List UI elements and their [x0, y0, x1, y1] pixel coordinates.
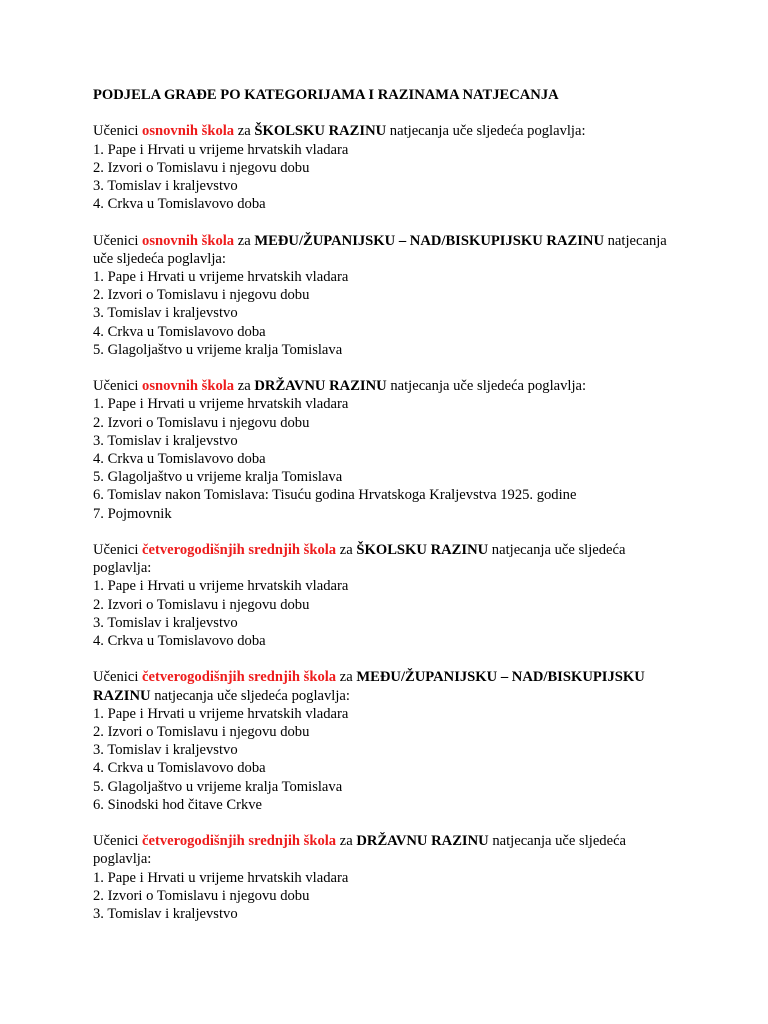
chapter-list — [93, 577, 728, 650]
chapter-list — [93, 395, 728, 522]
competition-level: ŠKOLSKU RAZINU — [254, 123, 387, 140]
intro-connector: za — [336, 833, 357, 850]
chapter-item: 4. Crkva u Tomislavovo doba — [93, 633, 266, 650]
section — [93, 541, 728, 650]
competition-level: MEĐU/ŽUPANIJSKU – NAD/BISKUPIJSKU RAZINU — [93, 669, 645, 704]
chapter-item: 1. Pape i Hrvati u vrijeme hrvatskih vladara — [93, 578, 349, 595]
intro-lead: Učenici — [93, 378, 143, 395]
intro-tail: natjecanja uče sljedeća poglavlja: — [150, 687, 350, 704]
section — [93, 832, 728, 923]
chapter-item: 4. Crkva u Tomislavovo doba — [93, 323, 266, 340]
chapter-item: 3. Tomislav i kraljevstvo — [93, 305, 238, 322]
chapter-item: 3. Tomislav i kraljevstvo — [93, 742, 238, 759]
competition-level: MEĐU/ŽUPANIJSKU – NAD/BISKUPIJSKU RAZINU — [254, 232, 604, 249]
chapter-item: 1. Pape i Hrvati u vrijeme hrvatskih vladara — [93, 705, 349, 722]
chapter-item: 1. Pape i Hrvati u vrijeme hrvatskih vladara — [93, 396, 349, 413]
section-intro — [93, 541, 673, 577]
school-type: četverogodišnjih srednjih škola — [142, 542, 337, 559]
intro-lead: Učenici — [93, 669, 143, 686]
chapter-item: 4. Crkva u Tomislavovo doba — [93, 451, 266, 468]
intro-lead: Učenici — [93, 833, 143, 850]
chapter-item: 3. Tomislav i kraljevstvo — [93, 906, 238, 923]
chapter-item: 6. Sinodski hod čitave Crkve — [93, 796, 263, 813]
section-intro — [93, 377, 673, 395]
chapter-list — [93, 869, 728, 924]
section-intro — [93, 122, 673, 140]
document-title: PODJELA GRAĐE PO KATEGORIJAMA I RAZINAMA NATJECANJA — [93, 87, 559, 103]
section-intro — [93, 232, 673, 268]
section — [93, 668, 728, 814]
chapter-item: 5. Glagoljaštvo u vrijeme kralja Tomislava — [93, 341, 343, 358]
intro-connector: za — [336, 542, 357, 559]
competition-level: DRŽAVNU RAZINU — [254, 378, 387, 395]
chapter-item: 2. Izvori o Tomislavu i njegovu dobu — [93, 724, 310, 741]
sections-container — [93, 122, 728, 923]
school-type: osnovnih škola — [142, 232, 235, 249]
intro-connector: za — [234, 378, 255, 395]
chapter-list — [93, 268, 728, 359]
chapter-item: 2. Izvori o Tomislavu i njegovu dobu — [93, 159, 310, 176]
intro-tail: natjecanja uče sljedeća poglavlja: — [93, 833, 627, 868]
chapter-item: 2. Izvori o Tomislavu i njegovu dobu — [93, 287, 310, 304]
section-intro — [93, 832, 673, 868]
intro-tail: natjecanja uče sljedeća poglavlja: — [386, 123, 586, 140]
chapter-item: 3. Tomislav i kraljevstvo — [93, 614, 238, 631]
chapter-item: 4. Crkva u Tomislavovo doba — [93, 196, 266, 213]
section — [93, 232, 728, 359]
intro-tail: natjecanja uče sljedeća poglavlja: — [93, 542, 626, 577]
chapter-item: 1. Pape i Hrvati u vrijeme hrvatskih vladara — [93, 269, 349, 285]
section — [93, 122, 728, 213]
intro-connector: za — [234, 232, 255, 249]
intro-lead: Učenici — [93, 123, 143, 140]
chapter-list — [93, 141, 728, 214]
school-type: četverogodišnjih srednjih škola — [142, 669, 337, 686]
chapter-item: 1. Pape i Hrvati u vrijeme hrvatskih vladara — [93, 869, 349, 886]
competition-level: DRŽAVNU RAZINU — [356, 833, 489, 850]
school-type: osnovnih škola — [142, 378, 235, 395]
chapter-item: 2. Izvori o Tomislavu i njegovu dobu — [93, 596, 310, 613]
chapter-item: 1. Pape i Hrvati u vrijeme hrvatskih vladara — [93, 141, 349, 158]
intro-connector: za — [336, 669, 357, 686]
intro-tail: natjecanja uče sljedeća poglavlja: — [386, 378, 587, 395]
chapter-list — [93, 705, 728, 814]
school-type: osnovnih škola — [142, 123, 235, 140]
intro-lead: Učenici — [93, 542, 143, 559]
chapter-item: 3. Tomislav i kraljevstvo — [93, 178, 238, 194]
chapter-item: 4. Crkva u Tomislavovo doba — [93, 760, 266, 777]
chapter-item: 2. Izvori o Tomislavu i njegovu dobu — [93, 414, 310, 431]
chapter-item: 2. Izvori o Tomislavu i njegovu dobu — [93, 887, 310, 904]
section-intro — [93, 668, 673, 704]
intro-tail: natjecanja uče sljedeća poglavlja: — [93, 232, 667, 267]
intro-lead: Učenici — [93, 232, 143, 249]
chapter-item: 7. Pojmovnik — [93, 505, 172, 522]
competition-level: ŠKOLSKU RAZINU — [356, 542, 489, 559]
chapter-item: 3. Tomislav i kraljevstvo — [93, 432, 238, 449]
chapter-item: 5. Glagoljaštvo u vrijeme kralja Tomislava — [93, 778, 343, 795]
school-type: četverogodišnjih srednjih škola — [142, 833, 337, 850]
chapter-item: 6. Tomislav nakon Tomislava: Tisuću godina Hrvatskoga Kraljevstva 1925. godine — [93, 487, 577, 504]
chapter-item: 5. Glagoljaštvo u vrijeme kralja Tomislava — [93, 469, 343, 486]
section — [93, 377, 728, 523]
intro-connector: za — [234, 123, 255, 140]
